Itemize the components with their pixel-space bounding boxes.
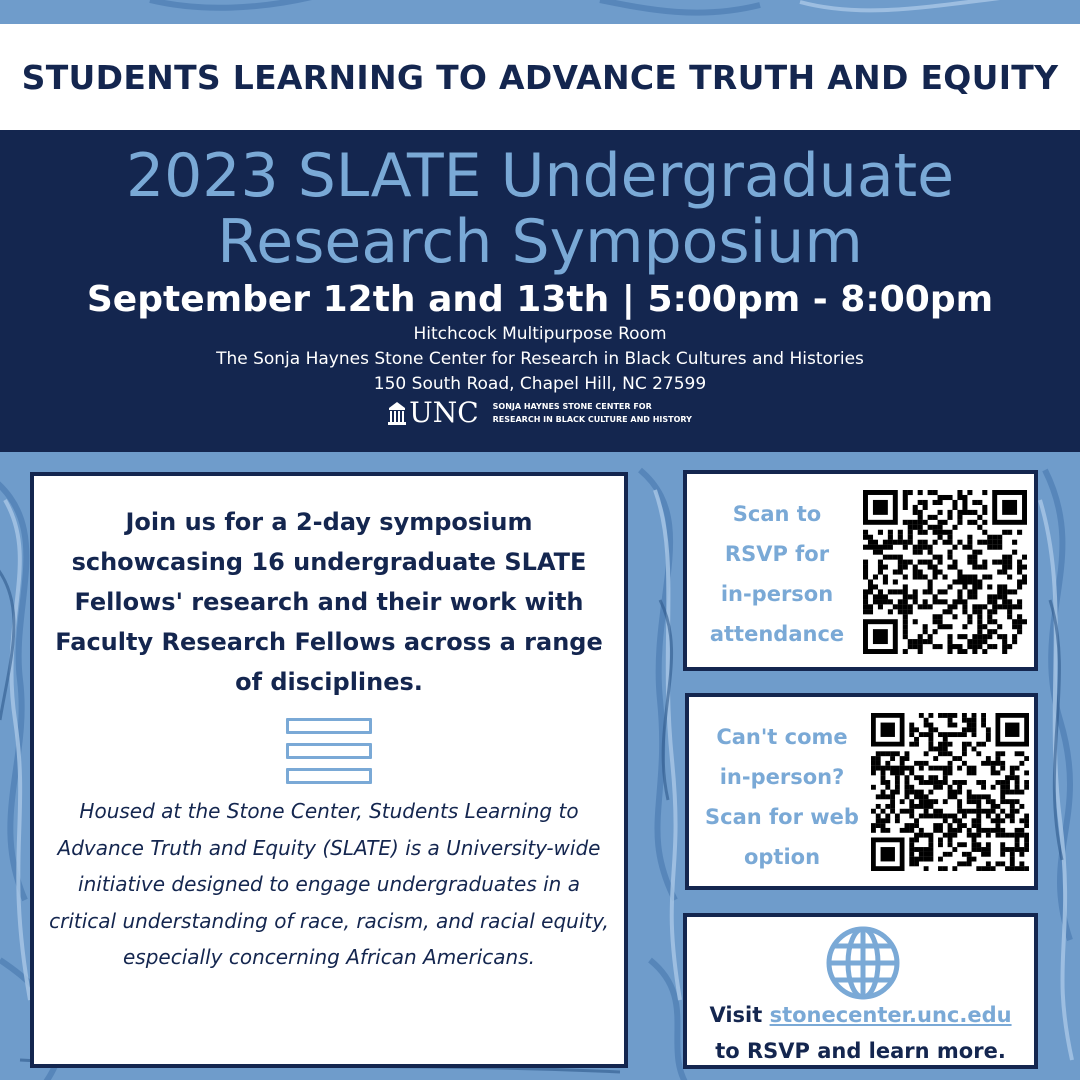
tagline-banner <box>0 24 1080 130</box>
visit-line-1 <box>687 997 1034 1033</box>
event-address: 150 South Road, Chapel Hill, NC 27599 <box>373 374 707 394</box>
stone-center-wordmark-line-1: SONJA HAYNES STONE CENTER FOR <box>492 402 652 411</box>
event-datetime: September 12th and 13th | 5:00pm - 8:00pm <box>86 279 994 320</box>
visit-text <box>687 997 1034 1069</box>
event-title-line-2: Research Symposium <box>217 207 863 277</box>
divider-icon <box>286 718 372 784</box>
rsvp-card-line-4: attendance <box>709 622 845 646</box>
unc-wordmark: UNC <box>409 396 479 429</box>
web-card-line-1: Can't come <box>716 725 848 749</box>
rsvp-card-text <box>693 494 861 654</box>
symposium-intro: Join us for a 2-day symposium schowcasing 16 undergraduate SLATE Fellows' research and their work with Faculty Research Fellows across a range of disciplines. <box>55 508 603 696</box>
web-card-line-4: option <box>743 845 821 869</box>
event-title-line-1: 2023 SLATE Undergraduate <box>125 141 955 211</box>
rsvp-card-line-3: in-person <box>720 582 834 606</box>
stone-center-logo <box>0 396 1080 429</box>
web-card-line-2: in-person? <box>719 765 845 789</box>
stone-center-wordmark <box>493 400 692 426</box>
rsvp-card[interactable] <box>683 470 1038 671</box>
event-header <box>0 130 1080 452</box>
unc-logo <box>388 396 479 429</box>
web-option-card[interactable] <box>685 693 1038 890</box>
event-room: Hitchcock Multipurpose Room <box>413 324 667 344</box>
visit-card <box>683 913 1038 1069</box>
visit-suffix: to RSVP and learn more. <box>715 1039 1006 1063</box>
rsvp-card-line-2: RSVP for <box>724 542 830 566</box>
qr-code-icon[interactable] <box>871 713 1029 871</box>
tagline: STUDENTS LEARNING TO ADVANCE TRUTH AND EQUITY <box>21 57 1059 97</box>
visit-prefix: Visit <box>709 1003 763 1027</box>
rsvp-card-line-1: Scan to <box>732 502 822 526</box>
website-link[interactable]: stonecenter.unc.edu <box>769 1003 1012 1027</box>
event-center: The Sonja Haynes Stone Center for Research in Black Cultures and Histories <box>216 349 864 369</box>
stone-center-wordmark-line-2: RESEARCH IN BLACK CULTURE AND HISTORY <box>492 415 692 424</box>
event-title <box>0 143 1080 275</box>
description-panel <box>30 472 628 1068</box>
web-card-text <box>693 717 871 877</box>
event-venue <box>0 322 1080 397</box>
old-well-icon <box>388 401 406 425</box>
globe-icon <box>825 925 901 1001</box>
web-card-line-3: Scan for web <box>705 805 859 829</box>
slate-about: Housed at the Stone Center, Students Learning to Advance Truth and Equity (SLATE) is a University-wide initiative designed to engage undergraduates in a critical understanding of race, racism, and racial equity, especially concerning African Americans. <box>49 799 609 969</box>
qr-code-icon[interactable] <box>863 490 1027 654</box>
